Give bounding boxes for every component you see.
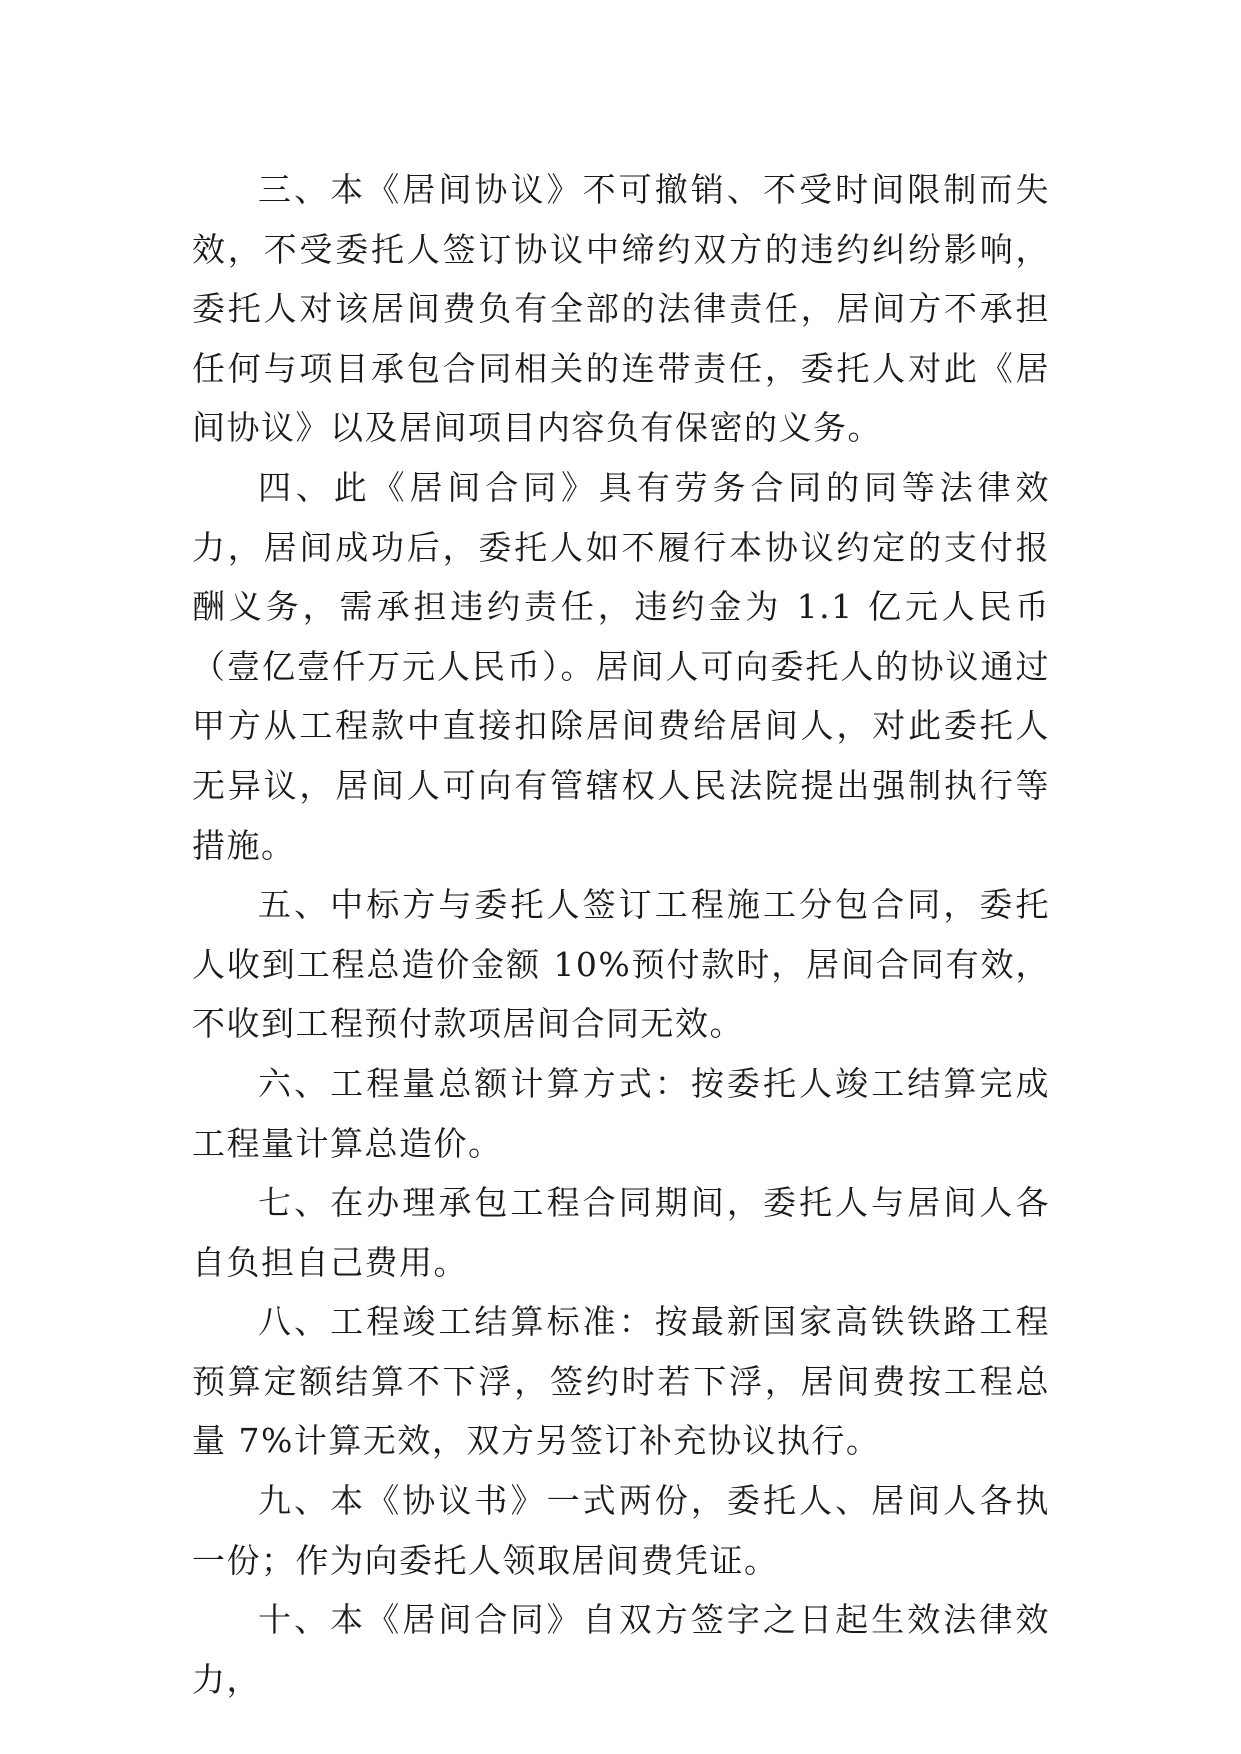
document-body bbox=[192, 160, 1050, 1709]
clause-3-paragraph: 三、本《居间协议》不可撤销、不受时间限制而失效，不受委托人签订协议中缔约双方的违约纠纷影响，委托人对该居间费负有全部的法律责任，居间方不承担任何与项目承包合同相关的连带责任，委托人对此《居间协议》以及居间项目内容负有保密的义务。 bbox=[192, 170, 1050, 448]
clause-8-paragraph: 八、工程竣工结算标准：按最新国家高铁铁路工程预算定额结算不下浮，签约时若下浮，居间费按工程总量 7%计算无效，双方另签订补充协议执行。 bbox=[192, 1302, 1050, 1461]
clause-5-paragraph: 五、中标方与委托人签订工程施工分包合同，委托人收到工程总造价金额 10%预付款时，居间合同有效，不收到工程预付款项居间合同无效。 bbox=[192, 885, 1050, 1044]
clause-6-paragraph: 六、工程量总额计算方式：按委托人竣工结算完成工程量计算总造价。 bbox=[192, 1063, 1050, 1163]
clause-4-paragraph: 四、此《居间合同》具有劳务合同的同等法律效力，居间成功后，委托人如不履行本协议约定的支付报酬义务，需承担违约责任，违约金为 1.1 亿元人民币（壹亿壹仟万元人民币）。居间人可向委托人的协议通过甲方从工程款中直接扣除居间费给居间人，对此委托人无异议，居间人可向有管辖权人民法院提出强制执行等措施。 bbox=[192, 467, 1050, 865]
clause-7-paragraph: 七、在办理承包工程合同期间，委托人与居间人各自负担自己费用。 bbox=[192, 1183, 1050, 1282]
clause-10-paragraph: 十、本《居间合同》自双方签字之日起生效法律效力， bbox=[192, 1600, 1050, 1699]
clause-9-paragraph: 九、本《协议书》一式两份，委托人、居间人各执一份；作为向委托人领取居间费凭证。 bbox=[192, 1481, 1050, 1580]
